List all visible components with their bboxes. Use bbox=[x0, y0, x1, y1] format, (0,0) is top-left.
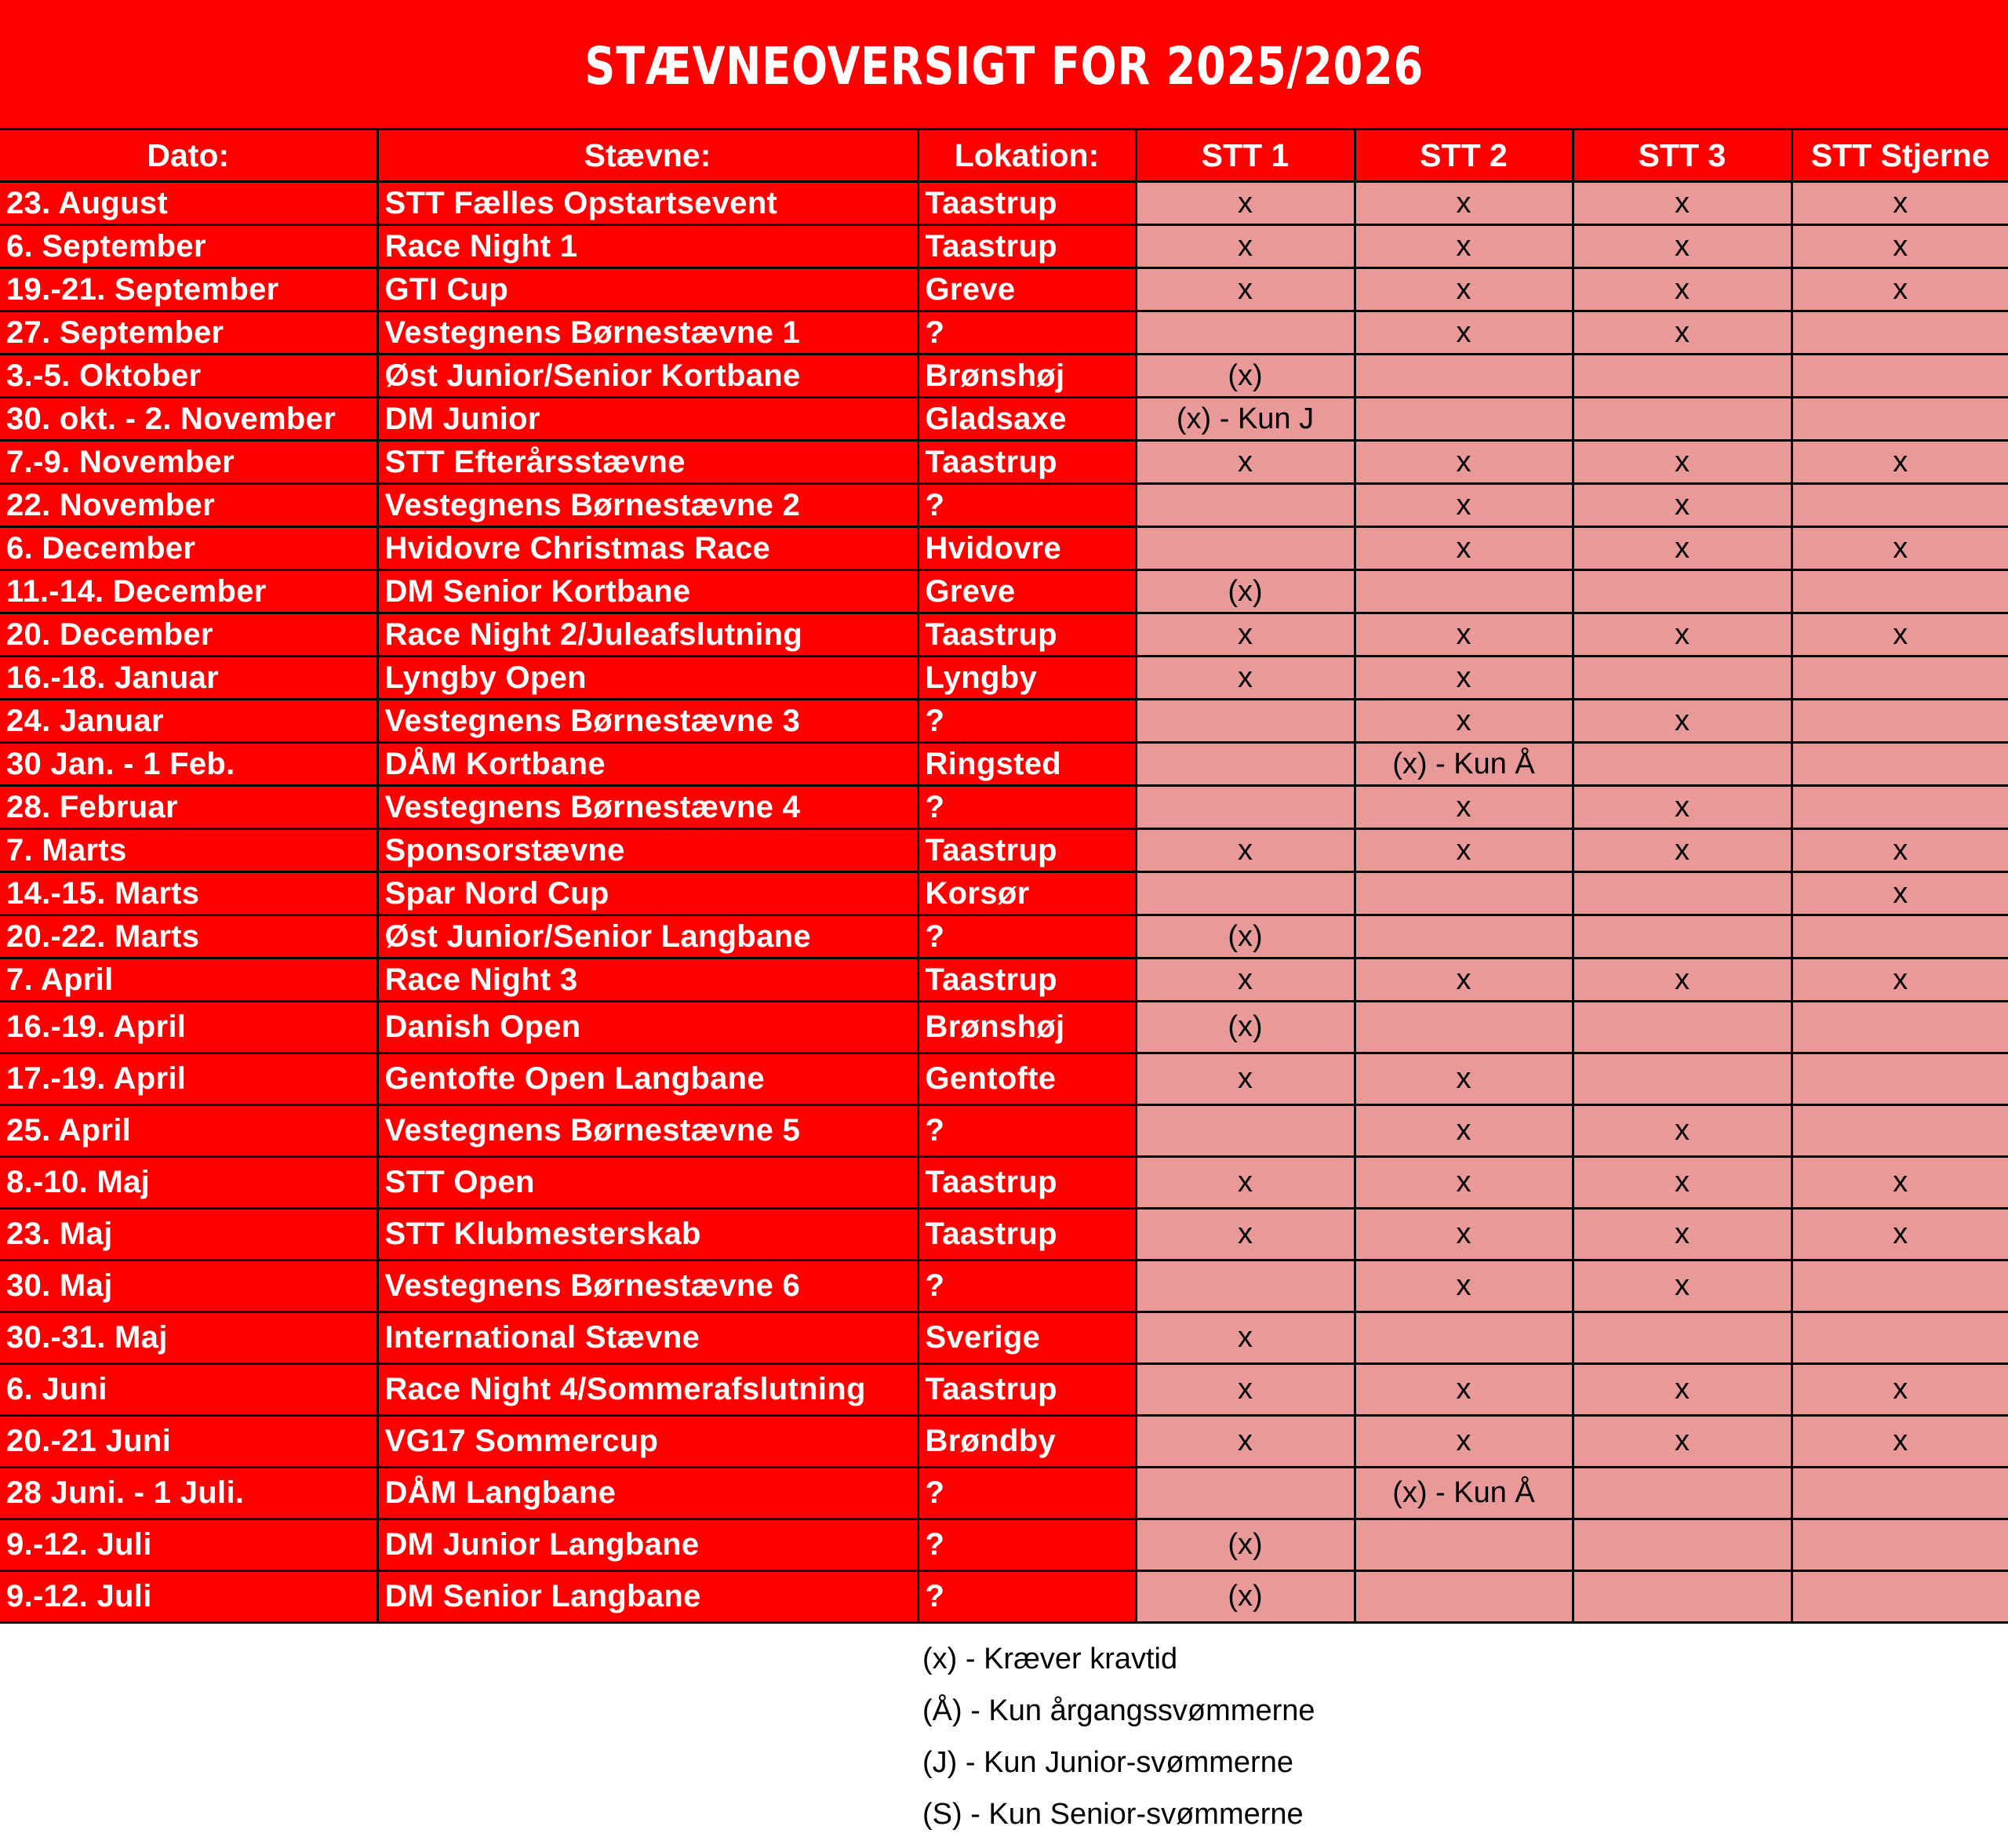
cell-stt-stjerne bbox=[1792, 355, 2008, 398]
cell-date: 7.-9. November bbox=[0, 441, 377, 484]
cell-stt2: x bbox=[1355, 268, 1573, 311]
cell-date: 30. okt. - 2. November bbox=[0, 398, 377, 441]
table-row bbox=[0, 398, 2008, 441]
cell-stt1 bbox=[1136, 743, 1355, 786]
page-title: STÆVNEOVERSIGT FOR 2025/2026 bbox=[584, 36, 1424, 96]
table-row bbox=[0, 1519, 2008, 1571]
cell-date: 23. August bbox=[0, 182, 377, 225]
cell-stt3 bbox=[1573, 1571, 1792, 1623]
cell-stt-stjerne: x bbox=[1792, 613, 2008, 657]
cell-date: 6. Juni bbox=[0, 1364, 377, 1416]
cell-stt1: x bbox=[1136, 1364, 1355, 1416]
cell-event: Danish Open bbox=[377, 1002, 918, 1053]
cell-stt2 bbox=[1355, 355, 1573, 398]
header-stt1: STT 1 bbox=[1136, 129, 1355, 182]
table-row bbox=[0, 1571, 2008, 1623]
cell-stt3: x bbox=[1573, 484, 1792, 527]
cell-stt2: x bbox=[1355, 1105, 1573, 1157]
table-row bbox=[0, 1416, 2008, 1468]
table-row bbox=[0, 829, 2008, 872]
cell-stt-stjerne: x bbox=[1792, 441, 2008, 484]
cell-stt1 bbox=[1136, 872, 1355, 915]
cell-location: Lyngby bbox=[918, 657, 1136, 700]
header-stt3: STT 3 bbox=[1573, 129, 1792, 182]
cell-location: ? bbox=[918, 1260, 1136, 1312]
cell-date: 22. November bbox=[0, 484, 377, 527]
cell-stt1: x bbox=[1136, 613, 1355, 657]
cell-event: Race Night 2/Juleafslutning bbox=[377, 613, 918, 657]
cell-stt1: (x) bbox=[1136, 1002, 1355, 1053]
cell-event: Race Night 3 bbox=[377, 959, 918, 1002]
header-row bbox=[0, 129, 2008, 182]
cell-stt-stjerne: x bbox=[1792, 268, 2008, 311]
table-row bbox=[0, 441, 2008, 484]
cell-date: 9.-12. Juli bbox=[0, 1571, 377, 1623]
cell-stt2: x bbox=[1355, 657, 1573, 700]
cell-stt2: x bbox=[1355, 311, 1573, 355]
table-row bbox=[0, 613, 2008, 657]
cell-stt3 bbox=[1573, 398, 1792, 441]
cell-location: Taastrup bbox=[918, 225, 1136, 268]
cell-stt-stjerne bbox=[1792, 484, 2008, 527]
cell-location: Gladsaxe bbox=[918, 398, 1136, 441]
header-stt-stjerne: STT Stjerne bbox=[1792, 129, 2008, 182]
cell-stt2: x bbox=[1355, 225, 1573, 268]
cell-stt3: x bbox=[1573, 1105, 1792, 1157]
cell-location: Sverige bbox=[918, 1312, 1136, 1364]
table-row bbox=[0, 915, 2008, 959]
cell-event: STT Open bbox=[377, 1157, 918, 1209]
cell-stt-stjerne: x bbox=[1792, 872, 2008, 915]
cell-stt3 bbox=[1573, 743, 1792, 786]
cell-stt2: x bbox=[1355, 182, 1573, 225]
header-event: Stævne: bbox=[377, 129, 918, 182]
cell-event: DM Junior bbox=[377, 398, 918, 441]
cell-location: ? bbox=[918, 1468, 1136, 1519]
cell-stt3: x bbox=[1573, 829, 1792, 872]
cell-stt3 bbox=[1573, 872, 1792, 915]
cell-stt-stjerne bbox=[1792, 700, 2008, 743]
cell-date: 20.-22. Marts bbox=[0, 915, 377, 959]
cell-date: 16.-18. Januar bbox=[0, 657, 377, 700]
cell-stt-stjerne bbox=[1792, 1002, 2008, 1053]
cell-stt2: x bbox=[1355, 1209, 1573, 1260]
cell-stt3: x bbox=[1573, 1364, 1792, 1416]
legend-item: (Å) - Kun årgangssvømmerne bbox=[922, 1694, 1315, 1727]
cell-event: DÅM Langbane bbox=[377, 1468, 918, 1519]
cell-event: Vestegnens Børnestævne 6 bbox=[377, 1260, 918, 1312]
cell-stt1 bbox=[1136, 700, 1355, 743]
table-row bbox=[0, 311, 2008, 355]
cell-date: 19.-21. September bbox=[0, 268, 377, 311]
table-row bbox=[0, 1364, 2008, 1416]
cell-stt3: x bbox=[1573, 959, 1792, 1002]
cell-stt1: x bbox=[1136, 441, 1355, 484]
cell-stt3 bbox=[1573, 1312, 1792, 1364]
cell-location: Ringsted bbox=[918, 743, 1136, 786]
cell-stt3: x bbox=[1573, 441, 1792, 484]
cell-stt-stjerne bbox=[1792, 570, 2008, 613]
cell-stt-stjerne bbox=[1792, 311, 2008, 355]
cell-date: 24. Januar bbox=[0, 700, 377, 743]
cell-stt2: x bbox=[1355, 1157, 1573, 1209]
cell-stt3 bbox=[1573, 915, 1792, 959]
cell-event: DM Senior Kortbane bbox=[377, 570, 918, 613]
table-row bbox=[0, 355, 2008, 398]
cell-event: Sponsorstævne bbox=[377, 829, 918, 872]
table-row bbox=[0, 1053, 2008, 1105]
cell-location: ? bbox=[918, 484, 1136, 527]
cell-stt2: (x) - Kun Å bbox=[1355, 743, 1573, 786]
cell-stt-stjerne bbox=[1792, 786, 2008, 829]
cell-stt2: x bbox=[1355, 484, 1573, 527]
cell-stt3 bbox=[1573, 1468, 1792, 1519]
cell-stt1: x bbox=[1136, 959, 1355, 1002]
cell-stt-stjerne bbox=[1792, 1260, 2008, 1312]
cell-stt3 bbox=[1573, 1002, 1792, 1053]
table-row bbox=[0, 1002, 2008, 1053]
legend-item: (x) - Kræver kravtid bbox=[922, 1642, 1178, 1675]
cell-event: Lyngby Open bbox=[377, 657, 918, 700]
cell-stt2: x bbox=[1355, 613, 1573, 657]
cell-stt3: x bbox=[1573, 1209, 1792, 1260]
title-bar bbox=[0, 0, 2008, 128]
cell-event: STT Fælles Opstartsevent bbox=[377, 182, 918, 225]
cell-event: DM Junior Langbane bbox=[377, 1519, 918, 1571]
cell-stt2: x bbox=[1355, 700, 1573, 743]
cell-stt-stjerne bbox=[1792, 398, 2008, 441]
cell-stt-stjerne bbox=[1792, 1468, 2008, 1519]
cell-stt2: x bbox=[1355, 1260, 1573, 1312]
cell-location: Brøndby bbox=[918, 1416, 1136, 1468]
cell-event: Vestegnens Børnestævne 3 bbox=[377, 700, 918, 743]
cell-location: ? bbox=[918, 700, 1136, 743]
cell-location: Greve bbox=[918, 570, 1136, 613]
cell-date: 7. Marts bbox=[0, 829, 377, 872]
cell-stt3: x bbox=[1573, 225, 1792, 268]
cell-date: 23. Maj bbox=[0, 1209, 377, 1260]
cell-location: Taastrup bbox=[918, 182, 1136, 225]
cell-location: ? bbox=[918, 1571, 1136, 1623]
cell-stt-stjerne: x bbox=[1792, 1364, 2008, 1416]
cell-event: STT Klubmesterskab bbox=[377, 1209, 918, 1260]
cell-date: 6. December bbox=[0, 527, 377, 570]
cell-event: STT Efterårsstævne bbox=[377, 441, 918, 484]
cell-stt2: x bbox=[1355, 527, 1573, 570]
table-row bbox=[0, 1209, 2008, 1260]
cell-event: Vestegnens Børnestævne 2 bbox=[377, 484, 918, 527]
cell-stt3: x bbox=[1573, 700, 1792, 743]
cell-stt3: x bbox=[1573, 311, 1792, 355]
table-row bbox=[0, 570, 2008, 613]
cell-event: Vestegnens Børnestævne 4 bbox=[377, 786, 918, 829]
cell-stt-stjerne bbox=[1792, 657, 2008, 700]
cell-date: 16.-19. April bbox=[0, 1002, 377, 1053]
cell-location: Brønshøj bbox=[918, 1002, 1136, 1053]
cell-stt2 bbox=[1355, 1519, 1573, 1571]
cell-stt-stjerne bbox=[1792, 743, 2008, 786]
cell-event: DÅM Kortbane bbox=[377, 743, 918, 786]
cell-stt2: (x) - Kun Å bbox=[1355, 1468, 1573, 1519]
cell-stt3: x bbox=[1573, 786, 1792, 829]
cell-stt1: (x) bbox=[1136, 915, 1355, 959]
cell-stt1 bbox=[1136, 1105, 1355, 1157]
cell-date: 28 Juni. - 1 Juli. bbox=[0, 1468, 377, 1519]
cell-stt1: (x) bbox=[1136, 1519, 1355, 1571]
cell-stt-stjerne bbox=[1792, 1571, 2008, 1623]
header-location: Lokation: bbox=[918, 129, 1136, 182]
cell-stt1 bbox=[1136, 1260, 1355, 1312]
cell-event: Race Night 1 bbox=[377, 225, 918, 268]
cell-stt-stjerne: x bbox=[1792, 527, 2008, 570]
cell-stt2: x bbox=[1355, 1053, 1573, 1105]
cell-date: 30. Maj bbox=[0, 1260, 377, 1312]
cell-date: 9.-12. Juli bbox=[0, 1519, 377, 1571]
cell-location: ? bbox=[918, 915, 1136, 959]
cell-event: Øst Junior/Senior Langbane bbox=[377, 915, 918, 959]
cell-stt3 bbox=[1573, 1519, 1792, 1571]
cell-stt-stjerne: x bbox=[1792, 182, 2008, 225]
table-row bbox=[0, 743, 2008, 786]
table-row bbox=[0, 1105, 2008, 1157]
cell-location: ? bbox=[918, 1519, 1136, 1571]
cell-stt2: x bbox=[1355, 441, 1573, 484]
cell-event: Vestegnens Børnestævne 5 bbox=[377, 1105, 918, 1157]
table-row bbox=[0, 700, 2008, 743]
table-row bbox=[0, 1312, 2008, 1364]
cell-stt1: x bbox=[1136, 268, 1355, 311]
cell-date: 6. September bbox=[0, 225, 377, 268]
cell-date: 17.-19. April bbox=[0, 1053, 377, 1105]
header-stt2: STT 2 bbox=[1355, 129, 1573, 182]
cell-stt2 bbox=[1355, 1002, 1573, 1053]
cell-date: 30.-31. Maj bbox=[0, 1312, 377, 1364]
cell-stt-stjerne: x bbox=[1792, 829, 2008, 872]
legend-item: (S) - Kun Senior-svømmerne bbox=[922, 1798, 1304, 1831]
cell-stt1: (x) bbox=[1136, 570, 1355, 613]
schedule-table bbox=[0, 128, 2008, 1624]
table-row bbox=[0, 1157, 2008, 1209]
table-row bbox=[0, 484, 2008, 527]
cell-stt2: x bbox=[1355, 829, 1573, 872]
cell-date: 30 Jan. - 1 Feb. bbox=[0, 743, 377, 786]
cell-event: Spar Nord Cup bbox=[377, 872, 918, 915]
table-row bbox=[0, 268, 2008, 311]
cell-stt3: x bbox=[1573, 1157, 1792, 1209]
cell-stt2 bbox=[1355, 915, 1573, 959]
cell-date: 3.-5. Oktober bbox=[0, 355, 377, 398]
cell-date: 25. April bbox=[0, 1105, 377, 1157]
cell-stt1 bbox=[1136, 1468, 1355, 1519]
cell-location: Taastrup bbox=[918, 829, 1136, 872]
cell-stt-stjerne bbox=[1792, 1053, 2008, 1105]
cell-location: Korsør bbox=[918, 872, 1136, 915]
cell-stt3: x bbox=[1573, 527, 1792, 570]
cell-stt-stjerne bbox=[1792, 1519, 2008, 1571]
table-row bbox=[0, 182, 2008, 225]
cell-stt-stjerne: x bbox=[1792, 1157, 2008, 1209]
cell-stt2 bbox=[1355, 570, 1573, 613]
cell-event: Øst Junior/Senior Kortbane bbox=[377, 355, 918, 398]
cell-stt1: x bbox=[1136, 225, 1355, 268]
cell-stt1: x bbox=[1136, 182, 1355, 225]
cell-stt-stjerne: x bbox=[1792, 225, 2008, 268]
legend bbox=[922, 1633, 1315, 1840]
cell-location: ? bbox=[918, 1105, 1136, 1157]
table-row bbox=[0, 225, 2008, 268]
cell-stt3 bbox=[1573, 657, 1792, 700]
table-row bbox=[0, 657, 2008, 700]
cell-stt2 bbox=[1355, 1312, 1573, 1364]
cell-stt1: (x) bbox=[1136, 1571, 1355, 1623]
cell-stt3 bbox=[1573, 1053, 1792, 1105]
cell-stt3 bbox=[1573, 355, 1792, 398]
cell-event: DM Senior Langbane bbox=[377, 1571, 918, 1623]
cell-date: 27. September bbox=[0, 311, 377, 355]
table-row bbox=[0, 527, 2008, 570]
cell-date: 28. Februar bbox=[0, 786, 377, 829]
cell-stt1 bbox=[1136, 527, 1355, 570]
cell-stt1: x bbox=[1136, 1416, 1355, 1468]
table-row bbox=[0, 1260, 2008, 1312]
cell-stt1: x bbox=[1136, 829, 1355, 872]
cell-stt3: x bbox=[1573, 1416, 1792, 1468]
cell-location: Taastrup bbox=[918, 1364, 1136, 1416]
cell-stt2: x bbox=[1355, 786, 1573, 829]
cell-stt-stjerne: x bbox=[1792, 959, 2008, 1002]
cell-stt-stjerne bbox=[1792, 1105, 2008, 1157]
cell-stt-stjerne: x bbox=[1792, 1416, 2008, 1468]
cell-event: Vestegnens Børnestævne 1 bbox=[377, 311, 918, 355]
cell-stt1: x bbox=[1136, 657, 1355, 700]
cell-stt1: x bbox=[1136, 1053, 1355, 1105]
cell-location: Hvidovre bbox=[918, 527, 1136, 570]
cell-stt3 bbox=[1573, 570, 1792, 613]
cell-stt-stjerne: x bbox=[1792, 1209, 2008, 1260]
cell-stt1 bbox=[1136, 786, 1355, 829]
cell-event: GTI Cup bbox=[377, 268, 918, 311]
table-row bbox=[0, 959, 2008, 1002]
cell-stt3: x bbox=[1573, 268, 1792, 311]
cell-stt1: x bbox=[1136, 1312, 1355, 1364]
cell-location: Brønshøj bbox=[918, 355, 1136, 398]
cell-location: ? bbox=[918, 786, 1136, 829]
cell-location: ? bbox=[918, 311, 1136, 355]
table-row bbox=[0, 786, 2008, 829]
cell-stt2 bbox=[1355, 398, 1573, 441]
cell-location: Taastrup bbox=[918, 1157, 1136, 1209]
cell-event: Race Night 4/Sommerafslutning bbox=[377, 1364, 918, 1416]
cell-stt2: x bbox=[1355, 1416, 1573, 1468]
cell-event: Hvidovre Christmas Race bbox=[377, 527, 918, 570]
cell-location: Taastrup bbox=[918, 959, 1136, 1002]
cell-stt2 bbox=[1355, 1571, 1573, 1623]
cell-location: Taastrup bbox=[918, 441, 1136, 484]
cell-stt2 bbox=[1355, 872, 1573, 915]
cell-date: 14.-15. Marts bbox=[0, 872, 377, 915]
cell-event: VG17 Sommercup bbox=[377, 1416, 918, 1468]
cell-stt1: (x) bbox=[1136, 355, 1355, 398]
cell-location: Taastrup bbox=[918, 613, 1136, 657]
cell-event: International Stævne bbox=[377, 1312, 918, 1364]
header-date: Dato: bbox=[0, 129, 377, 182]
cell-stt2: x bbox=[1355, 959, 1573, 1002]
cell-date: 20.-21 Juni bbox=[0, 1416, 377, 1468]
legend-item: (J) - Kun Junior-svømmerne bbox=[922, 1746, 1293, 1779]
cell-date: 11.-14. December bbox=[0, 570, 377, 613]
cell-date: 7. April bbox=[0, 959, 377, 1002]
cell-stt1 bbox=[1136, 311, 1355, 355]
cell-event: Gentofte Open Langbane bbox=[377, 1053, 918, 1105]
cell-stt1: x bbox=[1136, 1209, 1355, 1260]
cell-stt1: x bbox=[1136, 1157, 1355, 1209]
cell-date: 8.-10. Maj bbox=[0, 1157, 377, 1209]
cell-stt-stjerne bbox=[1792, 915, 2008, 959]
cell-location: Greve bbox=[918, 268, 1136, 311]
cell-stt3: x bbox=[1573, 613, 1792, 657]
table-row bbox=[0, 872, 2008, 915]
schedule-rows bbox=[0, 182, 2008, 1623]
table-row bbox=[0, 1468, 2008, 1519]
cell-stt3: x bbox=[1573, 182, 1792, 225]
cell-stt2: x bbox=[1355, 1364, 1573, 1416]
cell-stt-stjerne bbox=[1792, 1312, 2008, 1364]
cell-stt1 bbox=[1136, 484, 1355, 527]
cell-location: Gentofte bbox=[918, 1053, 1136, 1105]
cell-stt1: (x) - Kun J bbox=[1136, 398, 1355, 441]
cell-location: Taastrup bbox=[918, 1209, 1136, 1260]
cell-stt3: x bbox=[1573, 1260, 1792, 1312]
cell-date: 20. December bbox=[0, 613, 377, 657]
